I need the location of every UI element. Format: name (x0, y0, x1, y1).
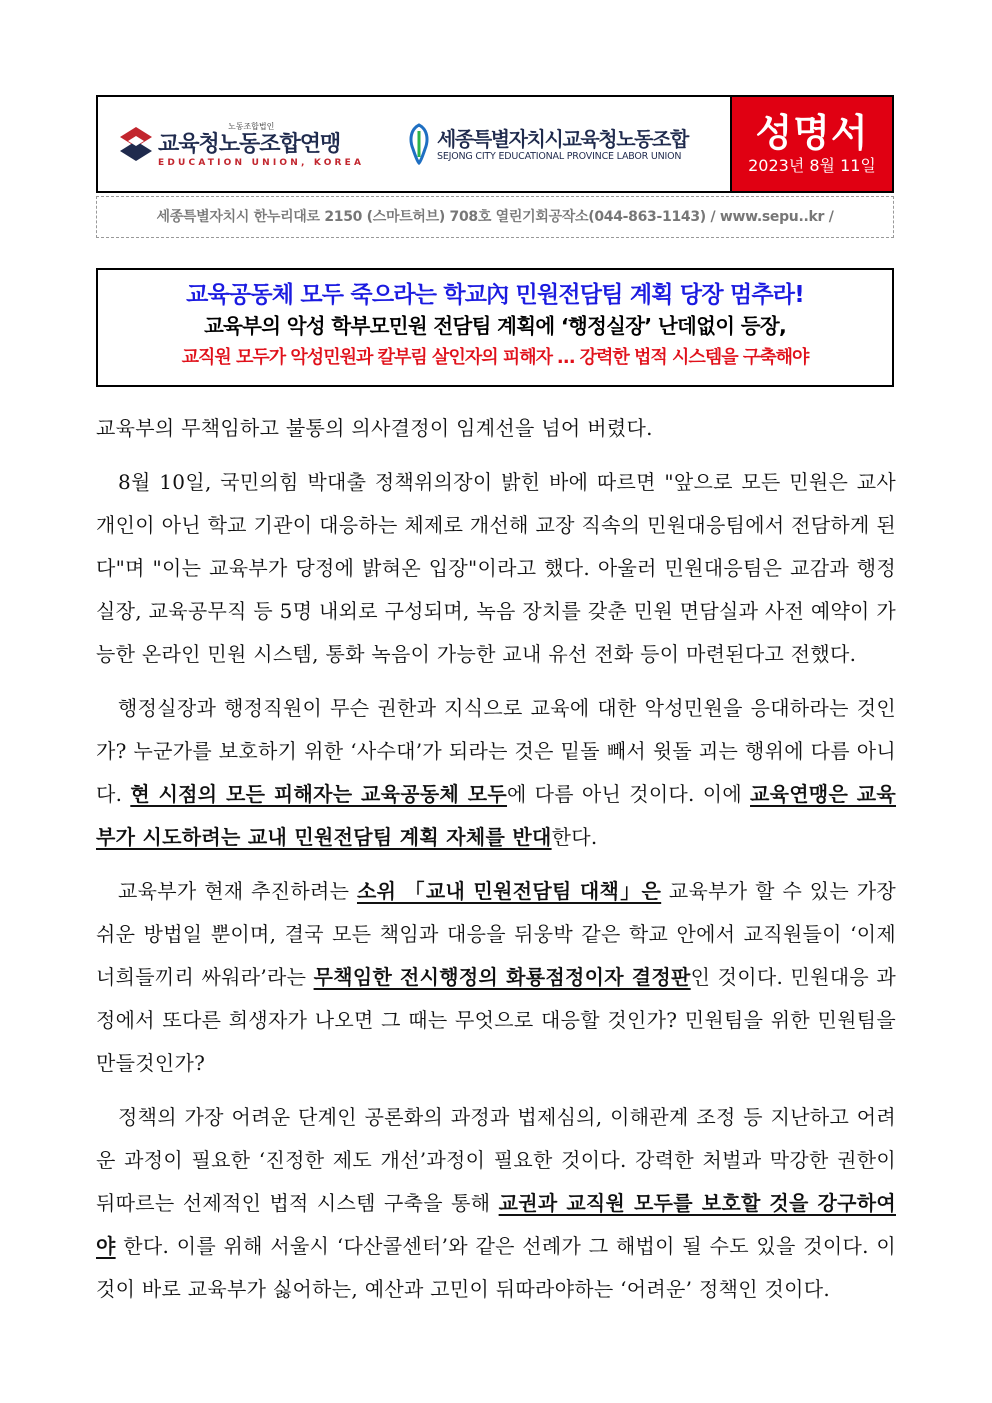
statement-badge (730, 97, 892, 191)
paragraph-5 (96, 1096, 896, 1311)
paragraph-4-text-e: 인 것이다. 민원대응 과정에서 또다른 희생자가 나오면 그 때는 무엇으로 대응할 것인가? 민원팀을 위한 민원팀을 만들것인가? (96, 965, 897, 1075)
headline-main: 교육공동체 모두 죽으라는 학교內 민원전담팀 계획 당장 멈추라! (186, 282, 804, 308)
logo-area (98, 97, 730, 191)
paragraph-2: 8월 10일, 국민의힘 박대출 정책위의장이 밝힌 바에 따르면 "앞으로 모든 민원은 교사 개인이 아닌 학교 기관이 대응하는 체제로 개선해 교장 직속의 민원대응팀에서 전담하게 된다"며 "이는 교육부가 당정에 밝혀온 입장"이라고 했다. 아울러 민원대응팀은 교감과 행정실장, 교육공무직 등 5명 내외로 구성되며, 녹음 장치를 갖춘 민원 면담실과 사전 예약이 가능한 온라인 민원 시스템, 통화 녹음이 가능한 교내 유선 전화 등이 마련된다고 전했다. (96, 470, 896, 666)
sejong-emblem-icon (407, 123, 431, 165)
paragraph-4-text-c: 교육부가 할 수 있는 가장 쉬운 방법일 뿐이며, 결국 모든 책임과 대응을 뒤웅박 같은 학교 안에서 교직원들이 ‘이제 너희들끼리 싸워라’라는 (96, 879, 896, 989)
doc-type-title: 성명서 (755, 111, 869, 155)
paragraph-4-emphasis-1: 소위 「교내 민원전담팀 대책」은 (356, 879, 662, 903)
paragraph-3-text-a: 행정실장과 행정직원이 무슨 권한과 지식으로 교육에 대한 악성민원을 응대하라는 것인가? 누군가를 보호하기 위한 ‘사수대’가 되라는 것은 밑돌 빼서 윗돌 괴는 행위에 다름 아니다. (96, 696, 896, 806)
paragraph-3-text-c: 에 다름 아닌 것이다. 이에 (507, 782, 751, 806)
paragraph-4 (96, 870, 896, 1085)
paragraph-3-emphasis-2: 교육연맹은 교육부가 시도하려는 교내 민원전담팀 계획 자체를 반대 (96, 782, 896, 849)
headline-sub-red: 교직원 모두가 악성민원과 칼부림 살인자의 피해자 … 강력한 법적 시스템을 구축해야 (181, 347, 809, 368)
org1-small-label: 노동조합법인 (228, 121, 275, 131)
union-emblem-icon (120, 127, 152, 161)
paragraph-4-text-a: 교육부가 현재 추진하려는 (118, 879, 357, 903)
sejong-union-logo (407, 123, 688, 165)
statement-date: 2023년 8월 11일 (748, 156, 876, 175)
paragraph-5-text-a: 정책의 가장 어려운 단계인 공론화의 과정과 법제심의, 이해관계 조정 등 지난하고 어려운 과정이 필요한 ‘진정한 제도 개선’과정이 필요한 것이다. 강력한 처벌과 막강한 권한이 뒤따르는 선제적인 법적 시스템 구축을 통해 (96, 1105, 896, 1215)
org2-name: 세종특별자치시교육청노동조합 (437, 126, 688, 151)
org1-name: 교육청노동조합연맹 (158, 131, 341, 157)
paragraph-3 (96, 687, 896, 859)
headline-sub: 교육부의 악성 학부모민원 전담팀 계획에 ‘행정실장’ 난데없이 등장, (203, 314, 787, 338)
org1-english-name: EDUCATION UNION, KOREA (158, 157, 365, 168)
statement-header (96, 95, 894, 193)
statement-body (96, 407, 896, 1322)
education-union-korea-logo (120, 121, 385, 168)
address-line: 세종특별자치시 한누리대로 2150 (스마트허브) 708호 열린기회공작소(044-863-1143) / www.sepu..kr / (96, 196, 894, 238)
org2-english-name: SEJONG CITY EDUCATIONAL PROVINCE LABOR UNION (437, 150, 682, 162)
paragraph-4-emphasis-2: 무책임한 전시행정의 화룡점정이자 결정판 (313, 965, 691, 989)
paragraph-5-text-c: 한다. 이를 위해 서울시 ‘다산콜센터’와 같은 선례가 그 해법이 될 수도 있을 것이다. 이것이 바로 교육부가 싫어하는, 예산과 고민이 뒤따라야하는 ‘어려운’ 정책인 것이다. (96, 1234, 896, 1301)
paragraph-1: 교육부의 무책임하고 불통의 의사결정이 임계선을 넘어 버렸다. (96, 416, 653, 440)
paragraph-3-text-e: 한다. (551, 825, 598, 849)
paragraph-3-emphasis-1: 현 시점의 모든 피해자는 교육공동체 모두 (130, 782, 508, 806)
paragraph-5-emphasis: 교권과 교직원 모두를 보호할 것을 강구하여야 (96, 1191, 896, 1258)
headline-box (96, 268, 894, 387)
